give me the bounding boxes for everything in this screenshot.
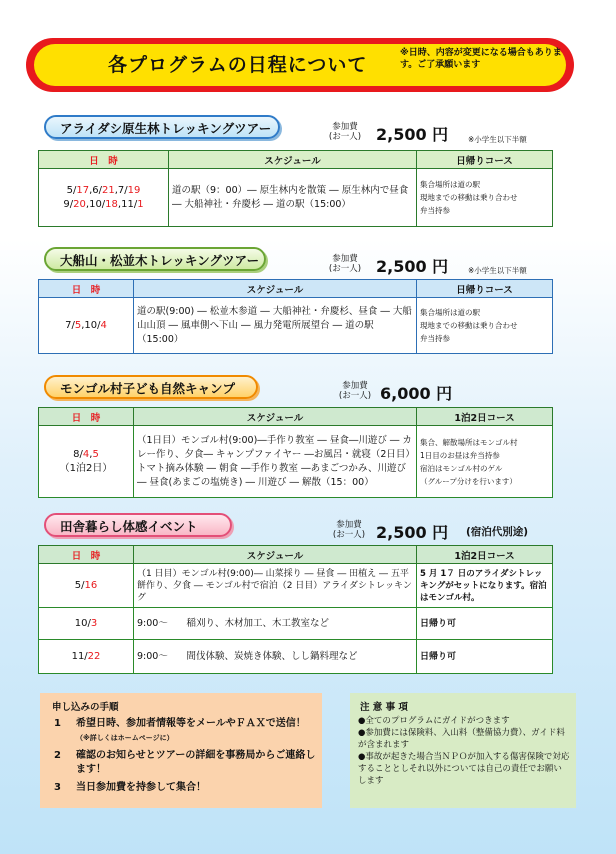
table-row	[39, 564, 553, 608]
list-item: 2 確認のお知らせとツアーの詳細を事務局からご連絡します！	[54, 750, 316, 775]
schedule-table-ofunayama	[38, 279, 553, 354]
schedule-cell: 間伐体験、炭焼き体験、しし鍋料理など	[184, 640, 417, 674]
page-title: 各プログラムの日程について	[108, 54, 368, 76]
apply-steps	[54, 717, 316, 795]
date-cell: 5/16	[39, 564, 134, 608]
fee-label: 参加費 (お一人)	[332, 520, 366, 540]
course-cell: 5 月 1７ 日のアライダシトレッキングがセットになります。宿泊はモンゴル村。	[417, 564, 553, 608]
col-date: 日 時	[39, 280, 134, 298]
dates-cell: 7/5,10/4	[39, 298, 134, 354]
table-row	[39, 608, 553, 640]
schedule-table-inaka-event	[38, 545, 553, 674]
course-cell: 集合場所は道の駅 現地までの移動は乗り合わせ 弁当持参	[417, 298, 553, 354]
fee-value: 6,000 円	[380, 384, 453, 403]
fee-label: 参加費 (お一人)	[328, 122, 362, 142]
fee-value: 2,500 円	[376, 125, 449, 144]
date-cell: 11/22	[39, 640, 134, 674]
course-cell: 集合、解散場所はモンゴル村 1日目のお昼は弁当持参 宿泊はモンゴル村のゲル （グループ分けを行います）	[417, 426, 553, 498]
fee-note: ※小学生以下半額	[468, 266, 527, 275]
col-date: 日 時	[39, 151, 169, 169]
section-title-ofunayama: 大船山・松並木トレッキングツアー	[44, 247, 266, 271]
fee-value: 2,500 円	[376, 523, 449, 542]
col-course: 日帰りコース	[417, 151, 553, 169]
col-course: 1泊2日コース	[417, 546, 553, 564]
fee-note: (宿泊代別途)	[466, 526, 529, 538]
dates-cell: 8/4,5 （1泊2日）	[39, 426, 134, 498]
time-cell: 9:00〜	[134, 608, 184, 640]
application-steps-box	[40, 693, 322, 808]
list-item: ●参加費には保険料、入山料（整備協力費）、ガイド料が含まれます	[358, 728, 565, 750]
schedule-cell: 道の駅（9：00）― 原生林内を散策 ― 原生林内で昼食 ― 大船神社・弁慶杉 ― 道の駅（15:00）	[169, 169, 417, 227]
notes-box	[350, 693, 576, 808]
course-cell: 集合場所は道の駅 現地までの移動は乗り合わせ 弁当持参	[417, 169, 553, 227]
notes-title: 注 意 事 項	[360, 702, 408, 713]
schedule-table-araidashi	[38, 150, 553, 227]
section-title-inaka-event: 田舎暮らし体感イベント	[44, 513, 232, 537]
schedule-table-mongol-camp	[38, 407, 553, 498]
list-item: 3 当日参加費を持参して集合！	[54, 782, 206, 793]
fee-label: 参加費 (お一人)	[328, 254, 362, 274]
schedule-cell: 稲刈り、木材加工、木工教室など	[184, 608, 417, 640]
time-cell: 9:00〜	[134, 640, 184, 674]
list-item: ●全てのプログラムにガイドがつきます	[358, 716, 510, 726]
section-title-araidashi: アライダシ原生林トレッキングツアー	[44, 115, 280, 139]
dates-cell: 5/17,6/21,7/19 9/20,10/18,11/1	[39, 169, 169, 227]
schedule-cell: 道の駅(9:00) ― 松並木参道 ― 大船神社・弁慶杉、昼食 ― 大船山山頂 ― 風車側へ下山 ― 風力発電所展望台 ― 道の駅（15:00）	[134, 298, 417, 354]
col-schedule: スケジュール	[134, 280, 417, 298]
notes-list	[358, 715, 570, 787]
course-cell: 日帰り可	[417, 640, 553, 674]
col-date: 日 時	[39, 546, 134, 564]
apply-title: 申し込みの手順	[52, 702, 119, 713]
fee-note: ※小学生以下半額	[468, 135, 527, 144]
col-schedule: スケジュール	[169, 151, 417, 169]
col-schedule: スケジュール	[134, 408, 417, 426]
schedule-cell: （1日目）モンゴル村(9:00)―手作り教室 ― 昼食―川遊び ― カレー作り、夕食― キャンプファイヤー ―お風呂・就寝（2日目）トマト摘み体験 ― 朝食 ―手作り教室 ―あまごつかみ、川遊び ― 昼食(あまごの塩焼き) ― 川遊び ― 解散（15：00）	[134, 426, 417, 498]
col-date: 日 時	[39, 408, 134, 426]
course-cell: 日帰り可	[417, 608, 553, 640]
change-notice: ※日時、内容が変更になる場合もあります。ご了承願います	[400, 48, 562, 70]
table-row	[39, 640, 553, 674]
fee-label: 参加費 (お一人)	[338, 381, 372, 401]
col-schedule: スケジュール	[134, 546, 417, 564]
date-cell: 10/3	[39, 608, 134, 640]
list-item: ●事故が起きた場合当ＮＰＯが加入する傷害保険で対応することとしそれ以外については自己の責任でお願いします	[358, 752, 570, 786]
section-title-mongol-camp: モンゴル村子ども自然キャンプ	[44, 375, 258, 399]
schedule-cell: （1 日目）モンゴル村(9:00)― 山菜採り ― 昼食 ― 田植え ― 五平餅作り、夕食 ― モンゴル村で宿泊（2 日目）アライダシトレッキング	[134, 564, 417, 608]
fee-value: 2,500 円	[376, 257, 449, 276]
col-course: 1泊2日コース	[417, 408, 553, 426]
col-course: 日帰りコース	[417, 280, 553, 298]
list-item: 1 希望日時、参加者情報等をメールやＦＡＸで送信！（※詳しくはホームページに）	[54, 718, 306, 742]
